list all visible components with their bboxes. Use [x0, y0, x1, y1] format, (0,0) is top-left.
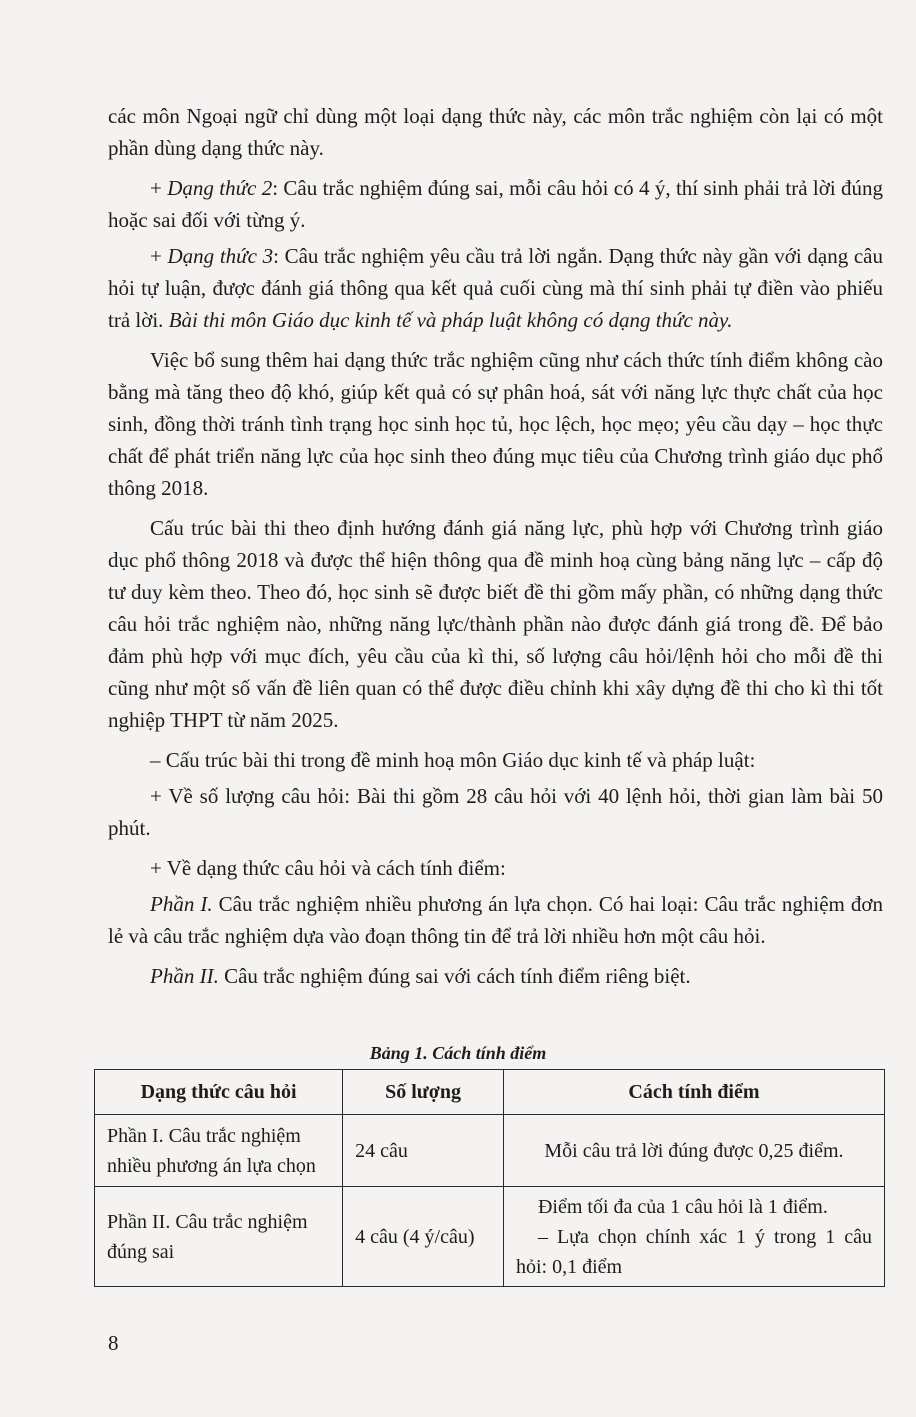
paragraph-format-2: [108, 172, 883, 236]
paragraph-part-2: [108, 960, 883, 992]
part-1-label: Phần I.: [150, 892, 213, 916]
paragraph-1: các môn Ngoại ngữ chỉ dùng một loại dạng thức này, các môn trắc nghiệm còn lại có một phần dùng dạng thức này.: [108, 104, 883, 160]
scoring-table: [94, 1069, 885, 1287]
cell-scoring: [503, 1115, 884, 1187]
bullet-plus: +: [150, 244, 168, 268]
header-scoring: Cách tính điểm: [503, 1070, 884, 1115]
format-3-text: : Câu trắc nghiệm yêu cầu trả lời ngắn. Dạng thức này gần với dạng câu hỏi tự luận, được đánh giá thông qua kết quả cuối cùng mà thí sinh phải tự điền vào phiếu trả lời.: [108, 244, 883, 332]
format-3-label: Dạng thức 3: [167, 244, 274, 268]
table-row: [95, 1115, 885, 1187]
cell-question-type: Phần I. Câu trắc nghiệm nhiều phương án lựa chọn: [95, 1115, 343, 1187]
paragraph-format-3: [108, 240, 883, 336]
paragraph-7: + Về số lượng câu hỏi: Bài thi gồm 28 câu hỏi với 40 lệnh hỏi, thời gian làm bài 50 phút.: [108, 784, 883, 840]
body-text: [108, 100, 883, 1000]
paragraph-4: Việc bổ sung thêm hai dạng thức trắc nghiệm cũng như cách thức tính điểm không cào bằng mà tăng theo độ khó, giúp kết quả có sự phân hoá, sát với năng lực thực chất của học sinh, đồng thời tránh tình trạng học sinh học tủ, học lệch, học mẹo; yêu cầu dạy – học thực chất để phát triển năng lực của học sinh theo đúng mục tiêu của Chương trình giáo dục phổ thông 2018.: [108, 348, 883, 500]
part-2-label: Phần II.: [150, 964, 219, 988]
scoring-line-1: Điểm tối đa của 1 câu hỏi là 1 điểm.: [537, 1195, 828, 1218]
header-quantity: Số lượng: [343, 1070, 504, 1115]
paragraph-6: – Cấu trúc bài thi trong đề minh hoạ môn Giáo dục kinh tế và pháp luật:: [150, 748, 756, 772]
cell-quantity: 4 câu (4 ý/câu): [343, 1187, 504, 1287]
bullet-plus: +: [150, 176, 168, 200]
table-header-row: [95, 1070, 885, 1115]
cell-quantity: 24 câu: [343, 1115, 504, 1187]
table-caption: Bảng 1. Cách tính điểm: [369, 1043, 547, 1063]
format-3-note: Bài thi môn Giáo dục kinh tế và pháp luật không có dạng thức này.: [168, 308, 733, 332]
header-question-type: Dạng thức câu hỏi: [95, 1070, 343, 1115]
paragraph-part-1: [108, 888, 883, 952]
paragraph-5: Cấu trúc bài thi theo định hướng đánh giá năng lực, phù hợp với Chương trình giáo dục phổ thông 2018 và được thể hiện thông qua đề minh hoạ cùng bảng năng lực – cấp độ tư duy kèm theo. Theo đó, học sinh sẽ được biết đề thi gồm mấy phần, có những dạng thức câu hỏi trắc nghiệm nào, những năng lực/thành phần nào được đánh giá trong đề. Để bảo đảm phù hợp với mục đích, yêu cầu của kì thi, số lượng câu hỏi/lệnh hỏi cho mỗi đề thi cũng như một số vấn đề liên quan có thể được điều chỉnh khi xây dựng đề thi cho kì thi tốt nghiệp THPT từ năm 2025.: [108, 516, 883, 732]
part-2-text: Câu trắc nghiệm đúng sai với cách tính điểm riêng biệt.: [218, 964, 691, 988]
paragraph-8: + Về dạng thức câu hỏi và cách tính điểm:: [150, 856, 506, 880]
table-row: [95, 1187, 885, 1287]
cell-scoring: [503, 1187, 884, 1287]
scoring-line-2: – Lựa chọn chính xác 1 ý trong 1 câu hỏi: 0,1 điểm: [515, 1225, 872, 1278]
part-1-text: Câu trắc nghiệm nhiều phương án lựa chọn. Có hai loại: Câu trắc nghiệm đơn lẻ và câu trắc nghiệm dựa vào đoạn thông tin để trả lời nhiều hơn một câu hỏi.: [108, 892, 883, 948]
format-2-label: Dạng thức 2: [167, 176, 273, 200]
format-2-text: : Câu trắc nghiệm đúng sai, mỗi câu hỏi có 4 ý, thí sinh phải trả lời đúng hoặc sai đối với từng ý.: [108, 176, 884, 232]
cell-question-type: Phần II. Câu trắc nghiệm đúng sai: [95, 1187, 343, 1287]
scoring-line-1: Mỗi câu trả lời đúng được 0,25 điểm.: [544, 1139, 844, 1162]
page-number: 8: [108, 1331, 119, 1355]
